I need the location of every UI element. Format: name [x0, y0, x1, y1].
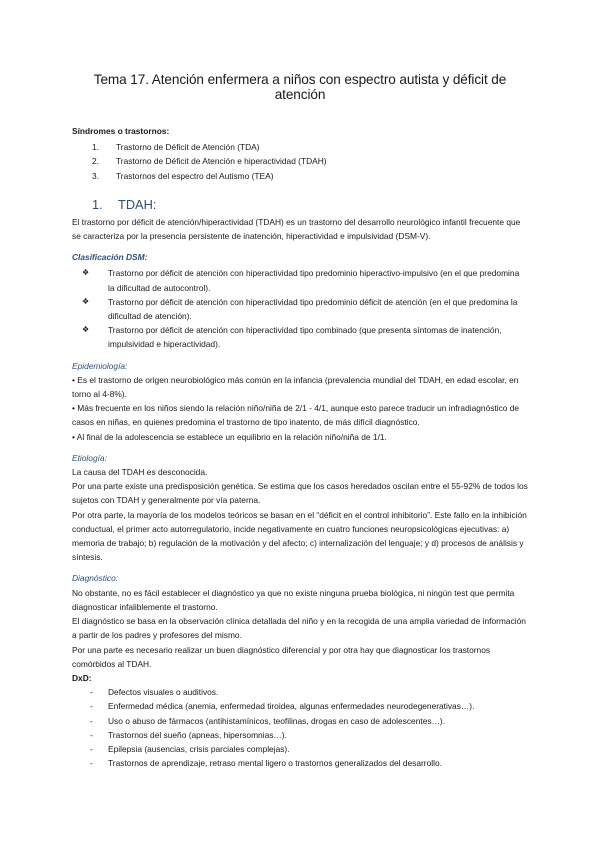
tdah-heading — [72, 197, 528, 212]
clasificacion-list — [72, 266, 528, 351]
list-item-text: Trastorno por déficit de atención con hiperactividad tipo combinado (que presenta síntomas de inatención, impulsividad e hiperactividad). — [108, 325, 502, 350]
list-item — [72, 140, 528, 154]
list-item — [72, 685, 528, 699]
list-item-text: Enfermedad médica (anemia, enfermedad tiroidea, algunas enfermedades neurodegenerativas…). — [108, 701, 475, 712]
diamond-bullet-icon: ❖ — [82, 296, 90, 306]
paragraph: El diagnóstico se basa en la observación clínica detallada del niño y en la recogida de una amplia variedad de información a partir de los padres y profesores del mismo. — [72, 616, 526, 641]
dxd-list — [72, 685, 528, 770]
paragraph: Por una parte es necesario realizar un buen diagnóstico diferencial y por otra hay que diagnosticar los trastornos comórbidos al TDAH. — [72, 644, 491, 669]
clasificacion-section — [72, 250, 528, 351]
heading-text: TDAH: — [118, 196, 157, 212]
tdah-intro: El trastorno por déficit de atención/hiperactividad (TDAH) es un trastorno del desarrollo neurológico infantil frecuente que se caracteriza por la presencia persistente de inatención, hiperactividad e impulsividad (DSM-V). — [72, 216, 521, 242]
list-item-text: Epilepsia (ausencias, crisis parciales complejas). — [108, 743, 290, 754]
heading-number: 1. — [92, 196, 103, 212]
dash-bullet: - — [90, 743, 93, 754]
etiologia-heading: Etiología: — [72, 452, 107, 463]
clasificacion-heading: Clasificación DSM: — [72, 252, 148, 263]
epidemiologia-section — [72, 359, 528, 444]
paragraph: La causa del TDAH es desconocida. — [72, 467, 208, 478]
diamond-bullet-icon: ❖ — [82, 325, 90, 335]
paragraph: No obstante, no es fácil establecer el diagnóstico ya que no existe ninguna prueba biológica, ni ningún test que permita diagnosticar infaliblemente el trastorno. — [72, 587, 515, 612]
dash-bullet: - — [90, 729, 93, 740]
list-item-text: Uso o abuso de fármacos (antihistamínicos, teofilinas, drogas en caso de adolescentes…). — [108, 715, 446, 726]
list-item — [72, 323, 528, 351]
page-title: Tema 17. Atención enfermera a niños con espectro autista y déficit de atención — [93, 72, 507, 102]
list-item — [72, 714, 528, 728]
diagnostico-heading: Diagnóstico: — [72, 573, 119, 584]
list-number: 1. — [92, 142, 99, 153]
list-item-text: Trastorno por déficit de atención con hiperactividad tipo predominio déficit de atención (en el que predomina la dificultad de atención). — [108, 296, 518, 322]
paragraph: • Al final de la adolescencia se establece un equilibrio en la relación niño/niña de 1/1. — [72, 431, 387, 442]
list-item — [72, 728, 528, 742]
list-item — [72, 742, 528, 756]
paragraph: Por otra parte, la mayoría de los modelos teóricos se basan en el “déficit en el control inhibitorio”. Este fallo en la inhibición conductual, el primer acto autorregulatorio, incide negativamente en cuatro funciones neuropsicológicas ejecutivas: a) memoria de trabajo; b) regulación de la motivación y del afecto; c) internalización del lenguaje; y d) procesos de análisis y síntesis. — [72, 509, 527, 563]
list-item-text: Trastornos del espectro del Autismo (TEA) — [116, 170, 274, 181]
list-number: 3. — [92, 170, 99, 181]
paragraph: Por una parte existe una predisposición genética. Se estima que los casos heredados oscilan entre el 55-92% de todos los sujetos con TDAH y generalmente por vía paterna. — [72, 481, 528, 506]
list-item — [72, 154, 528, 168]
list-item — [72, 295, 528, 323]
list-item-text: Trastornos de aprendizaje, retraso mental ligero o trastornos generalizados del desarrollo. — [108, 758, 442, 769]
list-item — [72, 169, 528, 183]
dash-bullet: - — [90, 758, 93, 769]
list-item-text: Trastorno por déficit de atención con hiperactividad tipo predominio hiperactivo-impulsivo (en el que predomina la dificultad de autocontrol). — [108, 268, 520, 293]
list-item-text: Trastorno de Déficit de Atención e hiperactividad (TDAH) — [116, 156, 327, 167]
paragraph: • Es el trastorno de origen neurobiológico más común en la infancia (prevalencia mundial del TDAH, en edad escolar, en torno al 4-8%). — [72, 374, 519, 400]
list-item — [72, 756, 528, 770]
list-number: 2. — [92, 156, 99, 167]
list-item-text: Trastorno de Déficit de Atención (TDA) — [116, 142, 260, 153]
dash-bullet: - — [90, 701, 93, 712]
diagnostico-section — [72, 571, 528, 770]
list-item — [72, 699, 528, 713]
dash-bullet: - — [90, 687, 93, 698]
epidemiologia-heading: Epidemiología: — [72, 360, 128, 371]
etiologia-section — [72, 451, 528, 565]
list-item-text: Trastornos del sueño (apneas, hipersomnias…). — [108, 729, 287, 740]
paragraph: • Más frecuente en los niños siendo la relación niño/niña de 2/1 - 4/1, aunque esto parece traducir un infradiagnóstico de casos en niñas, en quienes predomina el trastorno de tipo inatento, de más difícil diagnóstico. — [72, 403, 520, 428]
dash-bullet: - — [90, 715, 93, 726]
sindromes-list — [72, 140, 528, 183]
diamond-bullet-icon: ❖ — [82, 268, 90, 278]
dxd-label: DxD: — [72, 672, 92, 683]
list-item — [72, 266, 528, 294]
list-item-text: Defectos visuales o auditivos. — [108, 687, 219, 698]
sindromes-heading: Síndromes o trastornos: — [72, 126, 170, 136]
